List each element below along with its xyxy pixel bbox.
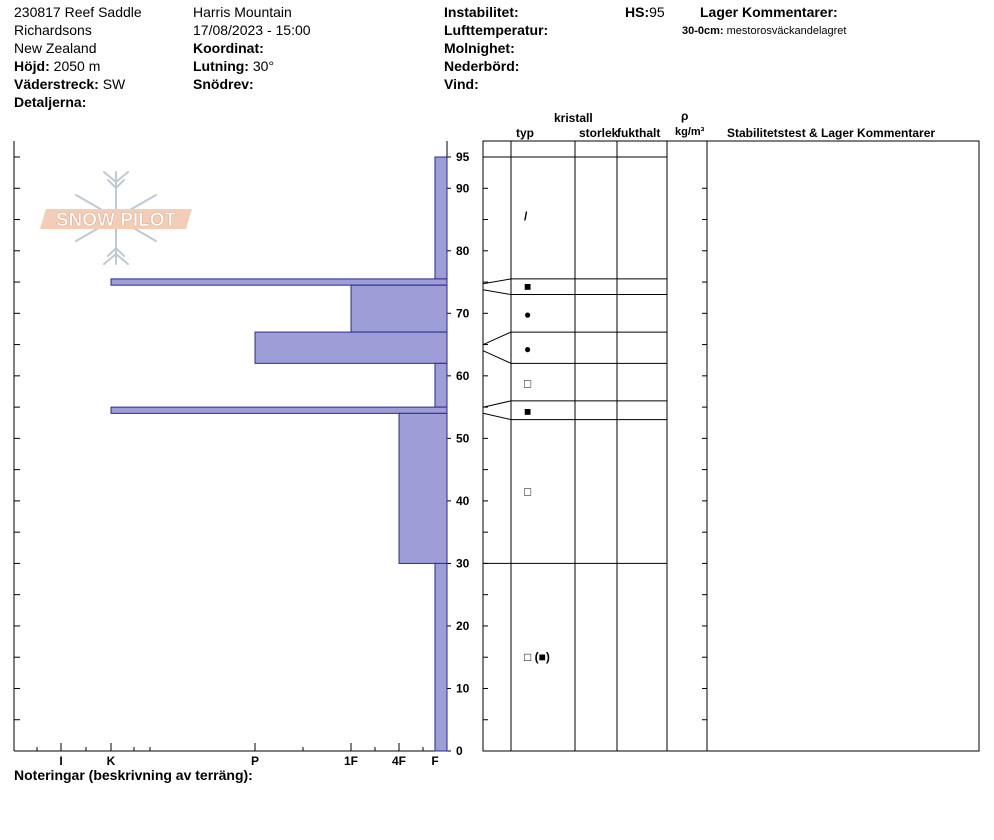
aspect-value: SW — [102, 76, 126, 92]
snowpilot-logo — [40, 172, 192, 264]
layer-comment-range: 30-0cm: — [682, 25, 724, 37]
grain-type-symbol: ■ — [524, 404, 532, 419]
stability-header: Stabilitetstest & Lager Kommentarer — [727, 126, 936, 140]
grain-type-symbol: / — [524, 209, 528, 224]
depth-tick-label: 0 — [456, 744, 463, 758]
layer-comments-label: Lager Kommentarer: — [700, 4, 838, 20]
layer-connector — [483, 332, 511, 345]
depth-tick-label: 20 — [456, 618, 470, 633]
hardness-bar — [435, 157, 447, 279]
hardness-bar — [435, 563, 447, 751]
layer-connector — [483, 290, 511, 295]
layer-comment-text: mestorosväckandelagret — [726, 25, 847, 37]
depth-tick-label: 90 — [456, 181, 470, 196]
depth-tick-label: 60 — [456, 368, 470, 383]
country-name: New Zealand — [14, 40, 97, 56]
hardness-bar — [435, 363, 447, 407]
hardness-bar — [111, 279, 447, 285]
hardness-tick-label: F — [431, 754, 439, 768]
profile-title: 230817 Reef Saddle — [14, 4, 142, 20]
grain-type-symbol: □ — [524, 376, 532, 391]
air-temperature-label: Lufttemperatur: — [444, 22, 549, 38]
grain-type-symbol: ● — [524, 307, 532, 322]
layer-connector — [483, 351, 511, 364]
hardness-tick-label: K — [106, 754, 116, 768]
instability-label: Instabilitet: — [444, 4, 519, 20]
elevation-label: Höjd: — [14, 58, 50, 74]
slope-value: 30° — [252, 58, 275, 74]
layer-connector — [483, 279, 511, 284]
logo-text: SNOW PILOT — [55, 210, 177, 231]
grain-type-symbol: □ (■) — [524, 650, 550, 665]
layer-connector — [483, 413, 511, 419]
hardness-tick-label: 4F — [391, 754, 407, 768]
depth-tick-label: 70 — [456, 306, 470, 321]
coordinate-label: Koordinat: — [193, 40, 264, 56]
elevation-value: 2050 m — [53, 58, 101, 74]
moisture-header: fukthalt — [617, 126, 661, 140]
grain-type-symbol: ● — [524, 341, 532, 356]
crystal-header: kristall — [554, 111, 593, 125]
precipitation-label: Nederbörd: — [444, 58, 520, 74]
depth-tick-label: 50 — [456, 431, 470, 446]
depth-tick-label: 10 — [456, 681, 470, 696]
location-name: Harris Mountain — [193, 4, 292, 20]
hardness-bar — [351, 285, 447, 332]
hs-label: HS: — [625, 4, 650, 20]
depth-tick-label: 80 — [456, 243, 470, 258]
observation-datetime: 17/08/2023 - 15:00 — [193, 22, 311, 38]
grain-type-symbol: ■ — [524, 279, 532, 294]
hs-value: 95 — [649, 4, 665, 20]
depth-tick-label: 95 — [456, 150, 470, 164]
layer-table-frame — [483, 141, 979, 751]
snowdrift-label: Snödrev: — [193, 76, 254, 92]
hardness-bar — [399, 413, 447, 563]
cloud-cover-label: Molnighet: — [444, 40, 515, 56]
wind-label: Vind: — [444, 76, 479, 92]
details-label: Detaljerna: — [14, 94, 87, 110]
size-header: storlek — [579, 126, 619, 140]
density-symbol: ρ — [681, 109, 689, 123]
aspect-label: Väderstreck: — [14, 76, 99, 92]
type-header: typ — [516, 126, 534, 140]
grain-type-symbol: □ — [524, 484, 532, 499]
density-unit: kg/m³ — [675, 126, 705, 138]
notes-label: Noteringar (beskrivning av terräng): — [14, 767, 253, 783]
hardness-tick-label: P — [250, 754, 260, 768]
slope-label: Lutning: — [193, 58, 249, 74]
depth-tick-label: 30 — [456, 556, 470, 571]
depth-tick-label: 40 — [456, 493, 470, 508]
hardness-tick-label: I — [59, 754, 63, 768]
hardness-bar — [255, 332, 447, 363]
hardness-tick-label: 1F — [343, 754, 359, 768]
area-name: Richardsons — [14, 22, 92, 38]
hardness-bar — [111, 407, 447, 413]
layer-connector — [483, 401, 511, 407]
